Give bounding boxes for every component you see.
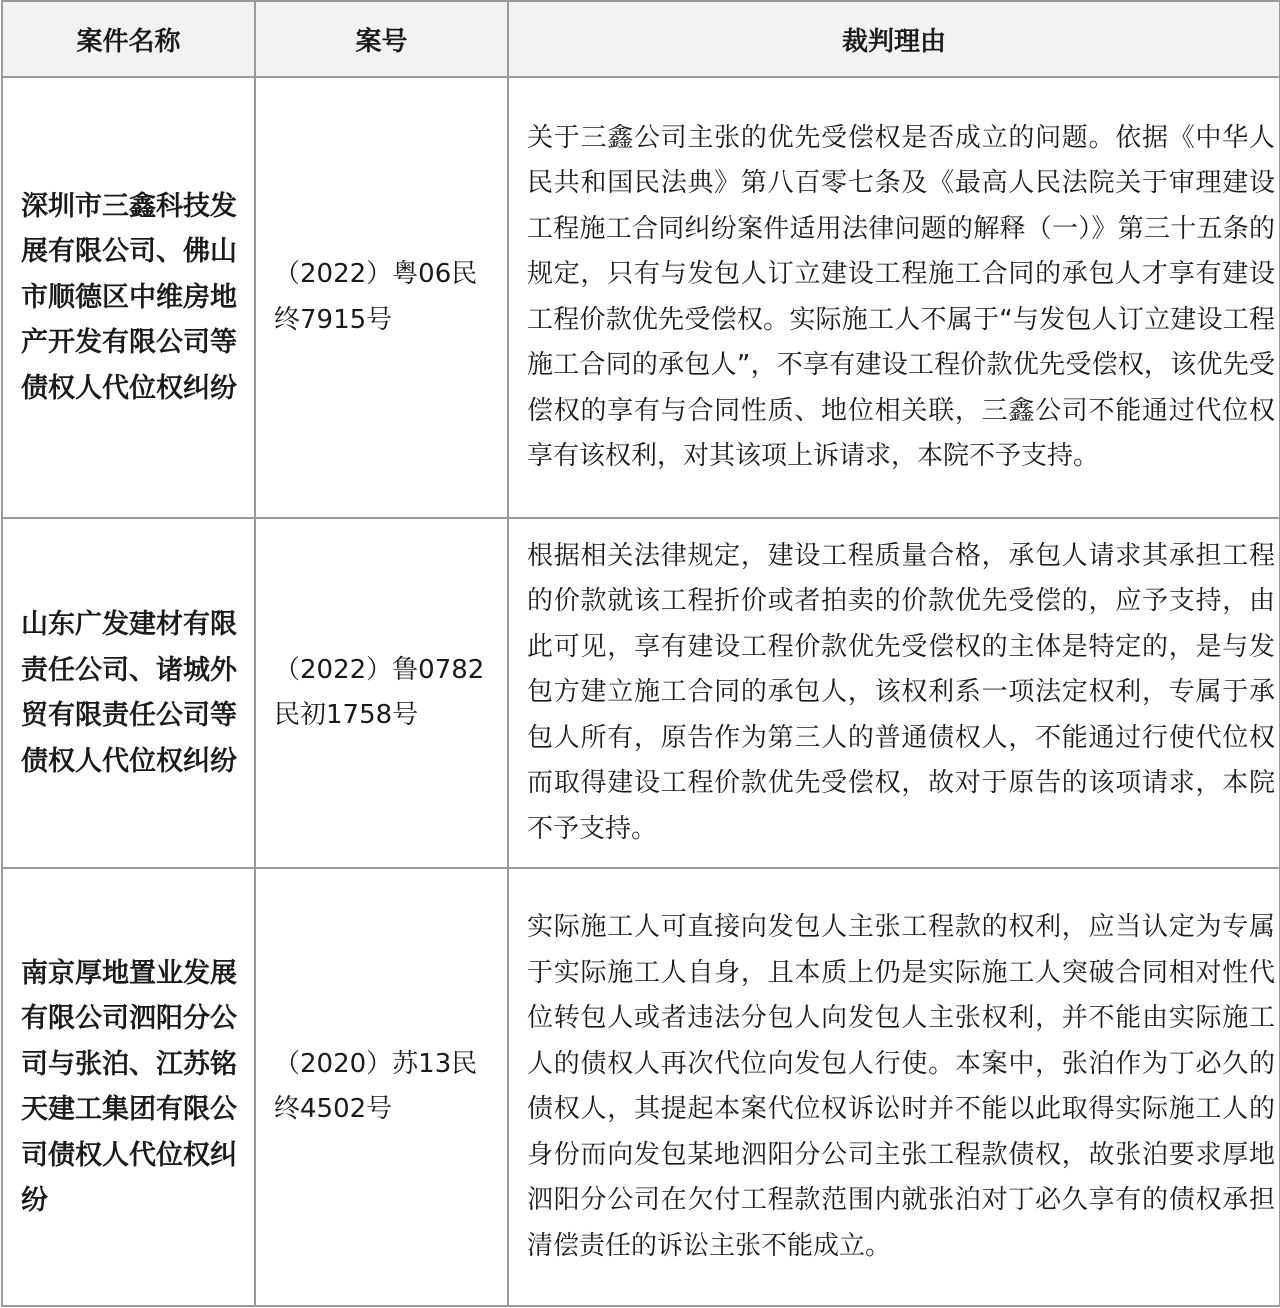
table-row	[2, 868, 1280, 1306]
header-case-number: 案号	[255, 1, 508, 77]
case-name-cell: 山东广发建材有限责任公司、诸城外贸有限责任公司等债权人代位权纠纷	[2, 518, 255, 868]
reasoning-cell: 实际施工人可直接向发包人主张工程款的权利，应当认定为专属于实际施工人自身，且本质上仍是实际施工人突破合同相对性代位转包人或者违法分包人向发包人主张权利，并不能由实际施工人的债权人再次代位向发包人行使。本案中，张泊作为丁必久的债权人，其提起本案代位权诉讼时并不能以此取得实际施工人的身份而向发包某地泗阳分公司主张工程款债权，故张泊要求厚地泗阳分公司在欠付工程款范围内就张泊对丁必久享有的债权承担清偿责任的诉讼主张不能成立。	[508, 868, 1280, 1306]
header-case-name: 案件名称	[2, 1, 255, 77]
header-reasoning: 裁判理由	[508, 1, 1280, 77]
reasoning-cell: 关于三鑫公司主张的优先受偿权是否成立的问题。依据《中华人民共和国民法典》第八百零七条及《最高人民法院关于审理建设工程施工合同纠纷案件适用法律问题的解释（一）》第三十五条的规定，只有与发包人订立建设工程施工合同的承包人才享有建设工程价款优先受偿权。实际施工人不属于“与发包人订立建设工程施工合同的承包人”，不享有建设工程价款优先受偿权，该优先受偿权的享有与合同性质、地位相关联，三鑫公司不能通过代位权享有该权利，对其该项上诉请求，本院不予支持。	[508, 77, 1280, 518]
case-number-cell: （2022）粤06民终7915号	[255, 77, 508, 518]
case-table	[1, 0, 1280, 1307]
reasoning-cell: 根据相关法律规定，建设工程质量合格，承包人请求其承担工程的价款就该工程折价或者拍卖的价款优先受偿的，应予支持，由此可见，享有建设工程价款优先受偿权的主体是特定的，是与发包方建立施工合同的承包人，该权利系一项法定权利，专属于承包人所有，原告作为第三人的普通债权人，不能通过行使代位权而取得建设工程价款优先受偿权，故对于原告的该项请求，本院不予支持。	[508, 518, 1280, 868]
table-row	[2, 77, 1280, 518]
case-name-cell: 南京厚地置业发展有限公司泗阳分公司与张泊、江苏铭天建工集团有限公司债权人代位权纠纷	[2, 868, 255, 1306]
header-row	[2, 1, 1280, 77]
table-row	[2, 518, 1280, 868]
case-number-cell: （2022）鲁0782民初1758号	[255, 518, 508, 868]
case-name-cell: 深圳市三鑫科技发展有限公司、佛山市顺德区中维房地产开发有限公司等债权人代位权纠纷	[2, 77, 255, 518]
case-number-cell: （2020）苏13民终4502号	[255, 868, 508, 1306]
